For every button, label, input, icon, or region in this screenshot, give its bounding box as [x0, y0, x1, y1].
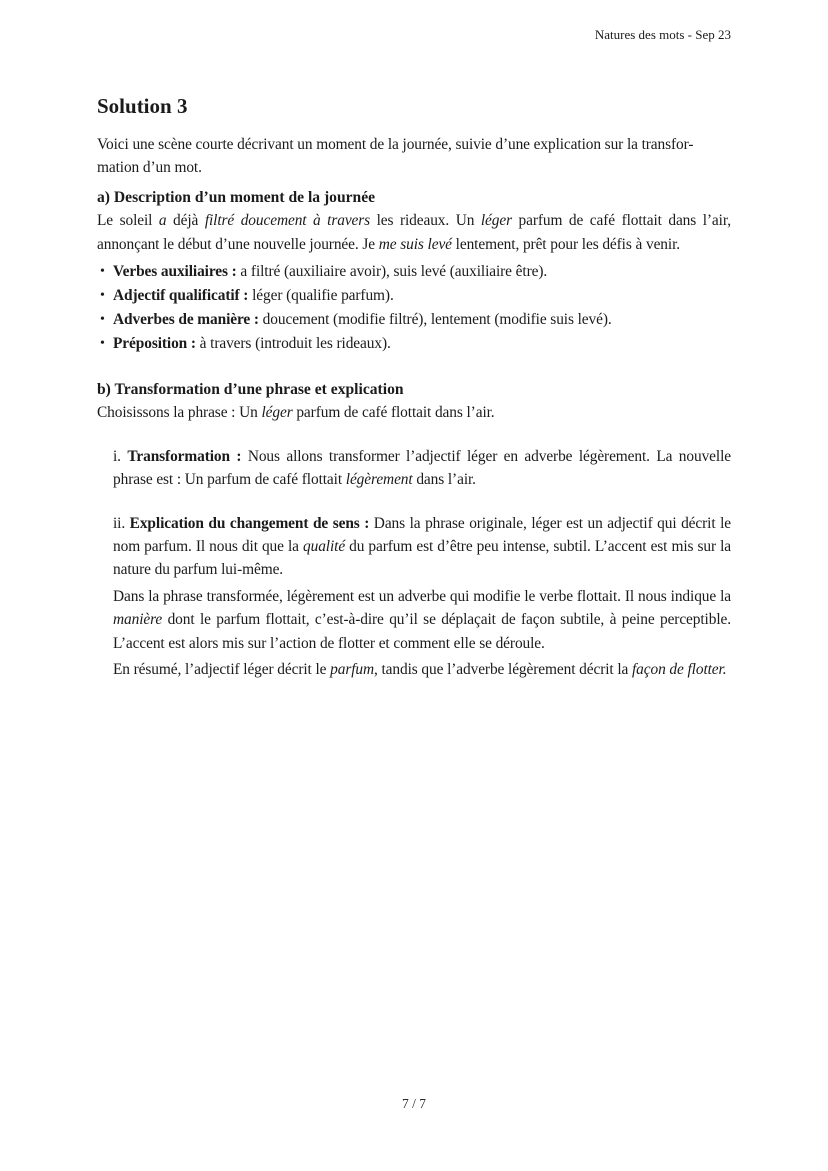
document-content	[97, 0, 731, 682]
bold-text-run: Adjectif qualificatif :	[113, 287, 249, 305]
text-run: parfum de café flottait dans l’air, annonçant le début d’une nouvelle journée. Je	[97, 212, 731, 253]
italic-text-run: manière	[113, 611, 163, 629]
bold-text-run: Verbes auxiliaires :	[113, 263, 237, 281]
text-run: à travers (introduit les rideaux).	[195, 335, 391, 353]
italic-text-run: a	[158, 212, 167, 230]
paragraph	[97, 512, 731, 582]
bold-text-run: Transformation :	[127, 447, 242, 465]
text-run: Choisissons la phrase : Un	[97, 404, 262, 422]
bold-text-run: Adverbes de manière :	[113, 311, 259, 329]
section-heading: b) Transformation d’une phrase et explication	[97, 381, 404, 399]
text-run: déjà	[166, 212, 205, 230]
text-run: les rideaux. Un	[370, 212, 481, 230]
text-run: doucement (modifie filtré), lentement (modifie suis levé).	[258, 311, 612, 329]
text-run: Voici une scène courte décrivant un moment de la journée, suivie d’une explication sur la transfor-	[97, 136, 694, 153]
paragraph	[97, 401, 731, 424]
text-run: Le soleil	[97, 212, 159, 230]
text-run: du parfum est d’être peu intense, subtil. L’accent est mis sur la nature du parfum lui-même.	[113, 538, 732, 579]
paragraph	[97, 585, 731, 655]
text-run: Nous allons transformer l’adjectif léger en adverbe légèrement. La nouvelle phrase est : Un parfum de café flottait	[113, 447, 731, 489]
text-run: , tandis que l’adverbe légèrement décrit la	[374, 661, 632, 679]
page-header: Natures des mots - Sep 23	[594, 27, 731, 42]
text-run: léger (qualifie parfum).	[248, 287, 394, 305]
italic-text-run: façon de flotter.	[631, 661, 727, 679]
solution-title: Solution 3	[97, 94, 188, 118]
text-run: lentement, prêt pour les défis à venir.	[451, 235, 680, 253]
text-run: dans l’air.	[412, 471, 476, 489]
list-item	[97, 308, 731, 332]
section-heading: a) Description d’un moment de la journée	[97, 188, 376, 206]
text-run: Dans la phrase originale, léger est un adjectif qui décrit le nom parfum. Il nous dit que la	[113, 514, 731, 556]
italic-text-run: parfum	[330, 661, 374, 679]
list-item	[97, 284, 731, 308]
text-run: a filtré (auxiliaire avoir), suis levé (auxiliaire être).	[236, 263, 548, 281]
bullet-list	[97, 260, 731, 356]
paragraph	[97, 658, 731, 681]
list-item	[97, 332, 731, 356]
bold-text-run: Préposition :	[113, 335, 196, 353]
paragraph	[97, 209, 731, 256]
italic-text-run: qualité	[303, 538, 346, 556]
paragraph	[97, 445, 731, 492]
italic-text-run: léger	[261, 404, 293, 422]
text-run: ii.	[113, 514, 130, 532]
text-run: parfum de café flottait dans l’air.	[292, 404, 495, 422]
text-run: i.	[113, 447, 128, 465]
list-item	[97, 260, 731, 284]
italic-text-run: léger	[480, 212, 512, 230]
italic-text-run: filtré doucement à travers	[204, 212, 371, 230]
text-run: dont le parfum flottait, c’est-à-dire qu’il se déplaçait de façon subtile, à peine perceptible. L’accent est alors mis sur l’action de flotter et comment elle se déroule.	[113, 611, 731, 652]
text-run: En résumé, l’adjectif léger décrit le	[113, 661, 331, 679]
text-run: mation d’un mot.	[97, 159, 202, 177]
italic-text-run: me suis levé	[378, 235, 452, 253]
text-run: Dans la phrase transformée, légèrement est un adverbe qui modifie le verbe flottait. Il nous indique la	[113, 587, 731, 605]
page-number: 7 / 7	[401, 1096, 426, 1111]
italic-text-run: légèrement	[345, 471, 413, 489]
paragraph	[97, 133, 731, 180]
bold-text-run: Explication du changement de sens :	[129, 514, 370, 532]
